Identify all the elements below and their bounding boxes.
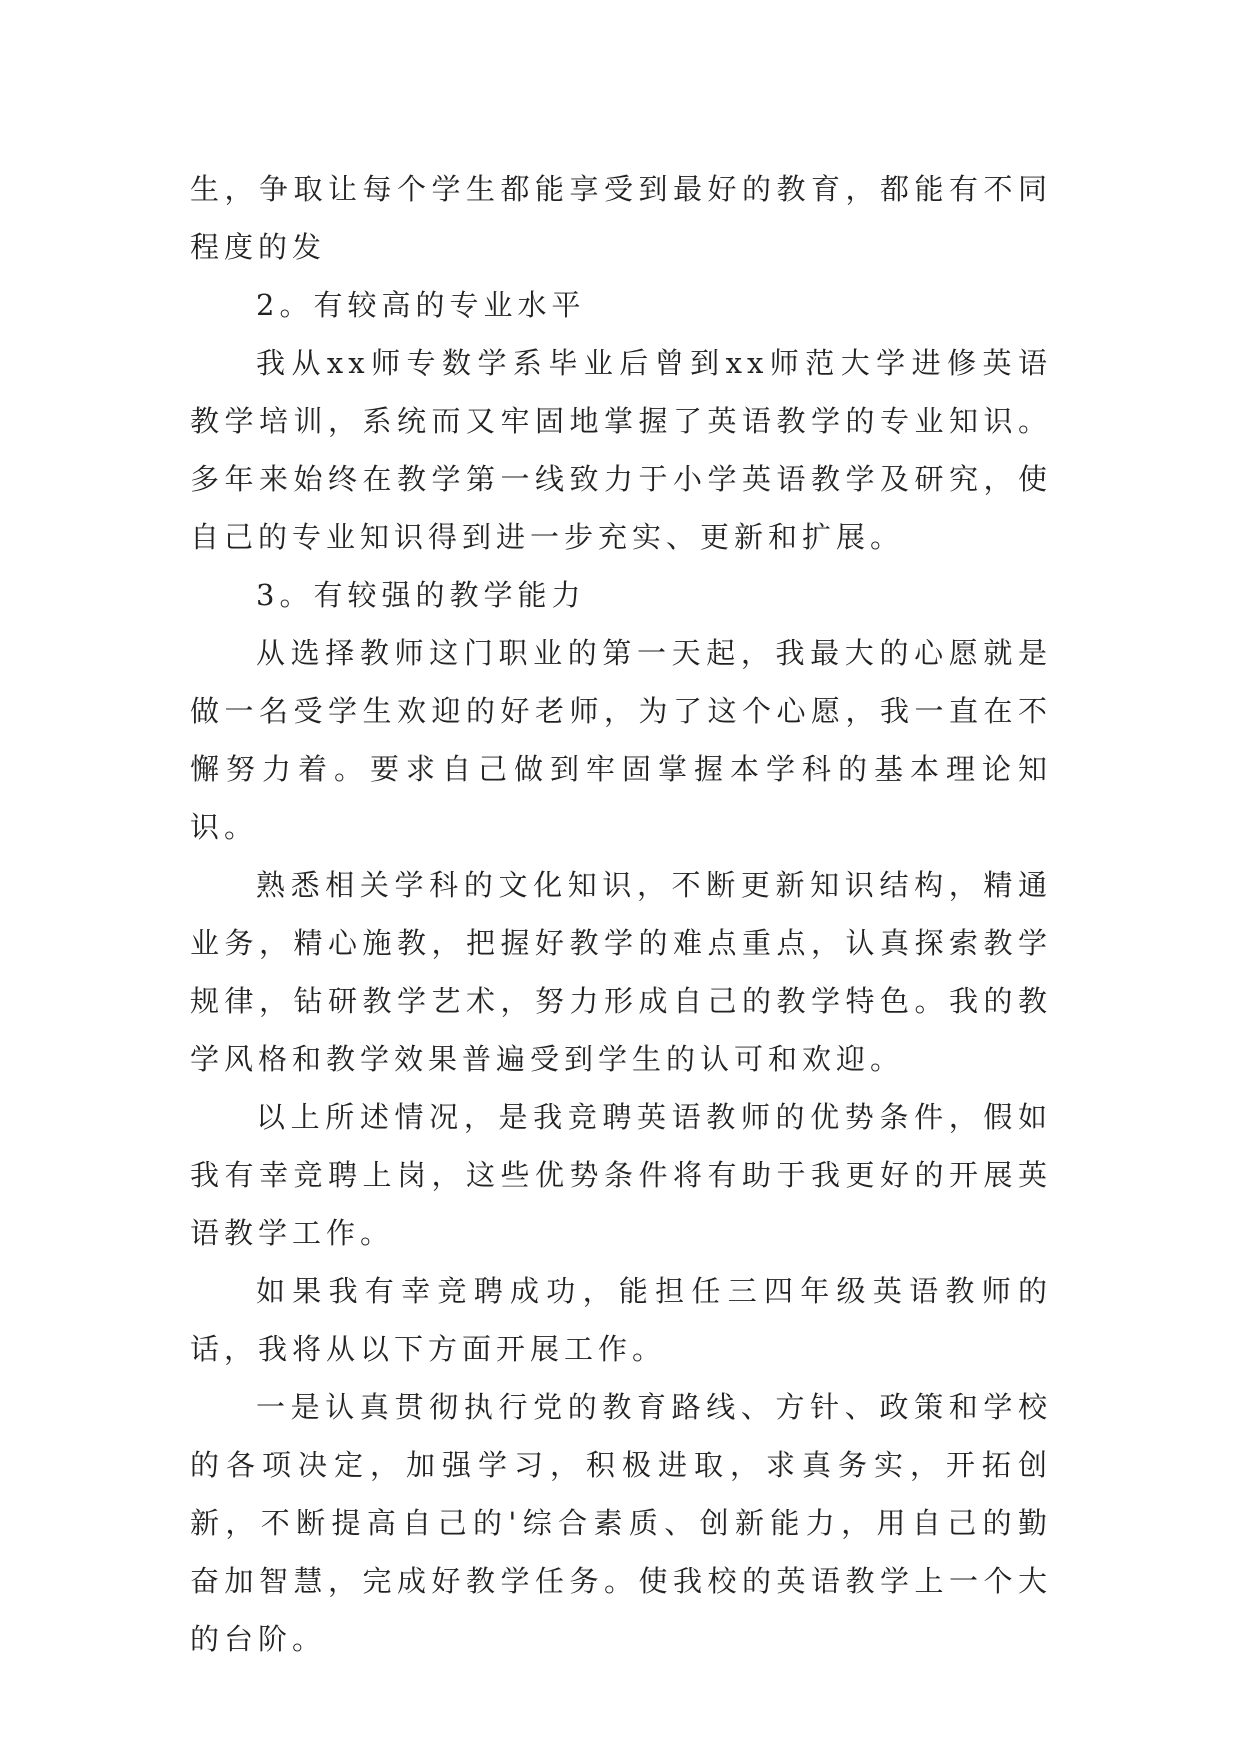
document-body: [190, 160, 1052, 1668]
section-heading-professional-level: 2。有较高的专业水平: [256, 288, 586, 322]
section-heading-teaching-ability: 3。有较强的教学能力: [256, 578, 586, 612]
paragraph-work-plan-first: 一是认真贯彻执行党的教育路线、方针、政策和学校的各项决定，加强学习，积极进取，求真务实，开拓创新，不断提高自己的'综合素质、创新能力，用自己的勤奋加智慧，完成好教学任务。使我校的英语教学上一个大的台阶。: [190, 1390, 1052, 1656]
paragraph-teaching-style: 熟悉相关学科的文化知识，不断更新知识结构，精通业务，精心施教，把握好教学的难点重点，认真探索教学规律，钻研教学艺术，努力形成自己的教学特色。我的教学风格和教学效果普遍受到学生的认可和欢迎。: [190, 868, 1052, 1076]
paragraph-career-wish: 从选择教师这门职业的第一天起，我最大的心愿就是做一名受学生欢迎的好老师，为了这个心愿，我一直在不懈努力着。要求自己做到牢固掌握本学科的基本理论知识。: [190, 636, 1052, 844]
paragraph-advantages-summary: 以上所述情况，是我竞聘英语教师的优势条件，假如我有幸竞聘上岗，这些优势条件将有助于我更好的开展英语教学工作。: [190, 1100, 1052, 1250]
paragraph-work-plan-intro: 如果我有幸竞聘成功，能担任三四年级英语教师的话，我将从以下方面开展工作。: [190, 1274, 1052, 1366]
paragraph-continuation: 生，争取让每个学生都能享受到最好的教育，都能有不同程度的发: [190, 172, 1052, 264]
paragraph-education-background: 我从xx师专数学系毕业后曾到xx师范大学进修英语教学培训，系统而又牢固地掌握了英语教学的专业知识。多年来始终在教学第一线致力于小学英语教学及研究，使自己的专业知识得到进一步充实、更新和扩展。: [190, 346, 1052, 554]
